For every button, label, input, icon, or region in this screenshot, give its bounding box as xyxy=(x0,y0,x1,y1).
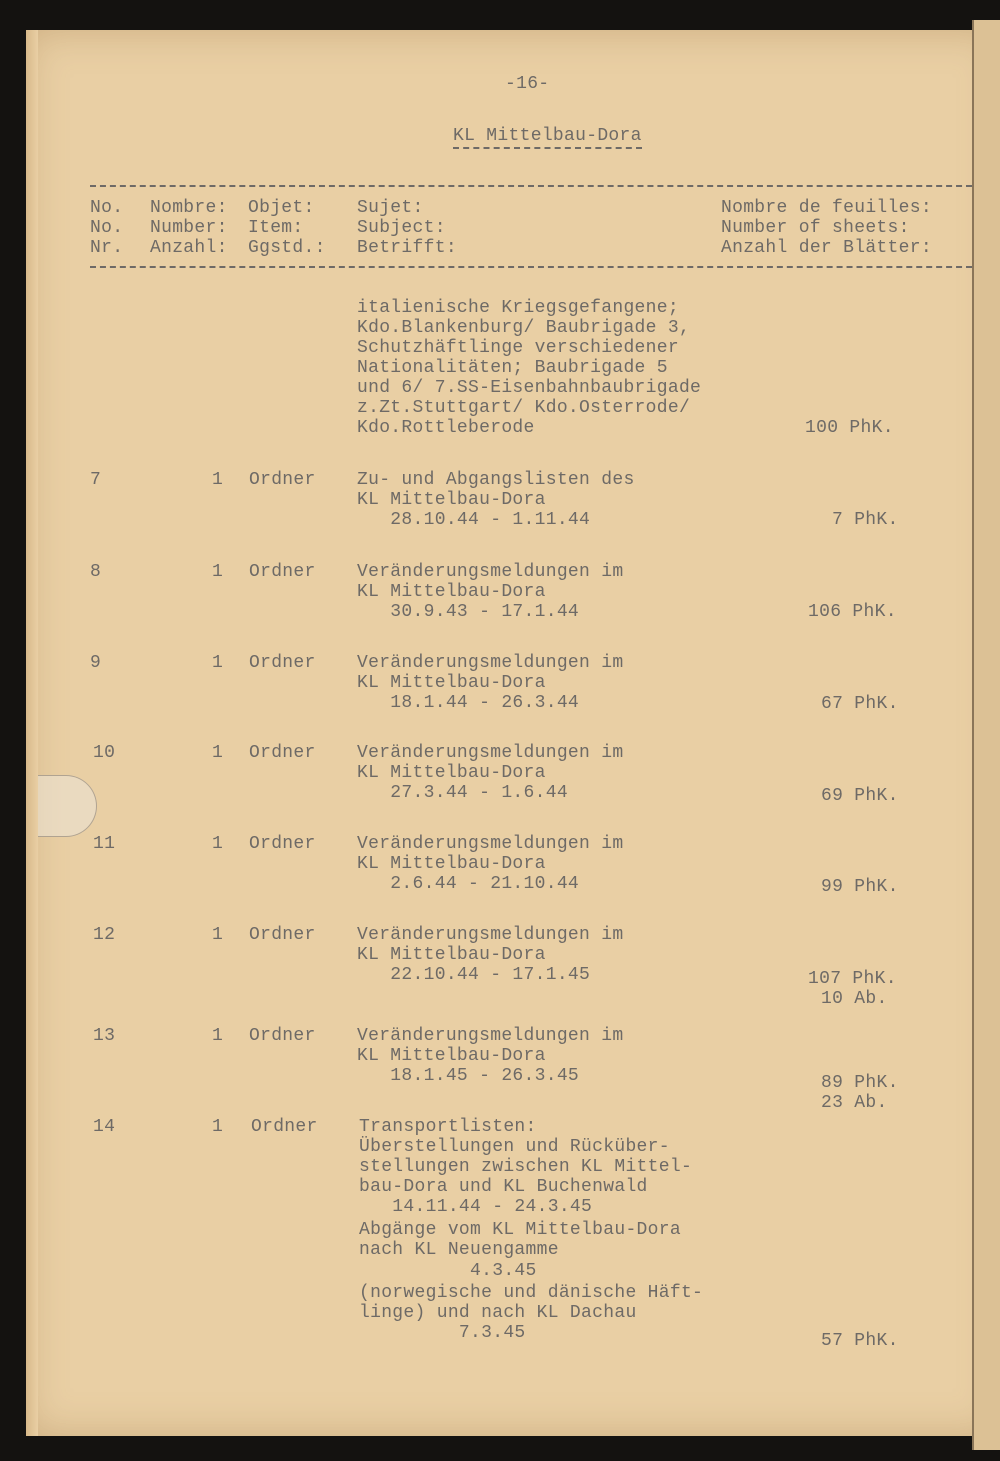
next-page-edge xyxy=(972,20,1000,1450)
row-item: Ordner xyxy=(251,1117,318,1137)
row-subject-line: KL Mittelbau-Dora xyxy=(357,945,546,965)
row-item: Ordner xyxy=(249,653,316,673)
row-count: 1 xyxy=(212,743,224,763)
row-sheets: 107 PhK. xyxy=(808,969,897,989)
row-item: Ordner xyxy=(249,562,316,582)
row-sheets: 69 PhK. xyxy=(821,786,899,806)
row-subject-line: KL Mittelbau-Dora xyxy=(357,582,546,602)
header-no-de: Nr. xyxy=(90,238,124,258)
row-sheets: 7 PhK. xyxy=(832,510,899,530)
header-no-en: No. xyxy=(90,218,124,238)
row-item: Ordner xyxy=(249,743,316,763)
row-subject-line: Veränderungsmeldungen im xyxy=(357,834,624,854)
row-subject-line: 4.3.45 xyxy=(359,1261,537,1281)
row-count: 1 xyxy=(212,925,224,945)
row-item: Ordner xyxy=(249,834,316,854)
header-sheets-de: Anzahl der Blätter: xyxy=(721,238,932,258)
row-subject-line: 22.10.44 - 17.1.45 xyxy=(357,965,591,985)
row-count: 1 xyxy=(212,653,224,673)
continuation-line: italienische Kriegsgefangene; xyxy=(357,298,679,318)
header-subject-en: Subject: xyxy=(357,218,446,238)
row-subject-line: (norwegische und dänische Häft- xyxy=(359,1283,704,1303)
header-no-fr: No. xyxy=(90,198,124,218)
row-subject-line: 30.9.43 - 17.1.44 xyxy=(357,602,580,622)
row-number: 13 xyxy=(93,1026,116,1046)
row-subject-line: Veränderungsmeldungen im xyxy=(357,925,624,945)
row-subject-line: 7.3.45 xyxy=(359,1323,526,1343)
page-number: -16- xyxy=(505,74,550,94)
row-subject-line: stellungen zwischen KL Mittel- xyxy=(359,1157,693,1177)
row-number: 10 xyxy=(93,743,116,763)
row-subject-line: nach KL Neuengamme xyxy=(359,1240,559,1260)
row-count: 1 xyxy=(212,470,224,490)
row-subject-line: 2.6.44 - 21.10.44 xyxy=(357,874,580,894)
header-top-rule xyxy=(90,185,972,187)
page-edge xyxy=(26,30,38,1436)
row-number: 8 xyxy=(90,562,102,582)
row-item: Ordner xyxy=(249,470,316,490)
header-item-en: Item: xyxy=(248,218,304,238)
row-number: 9 xyxy=(90,653,102,673)
continuation-sheets: 100 PhK. xyxy=(805,418,894,438)
row-count: 1 xyxy=(212,1026,224,1046)
row-number: 7 xyxy=(90,470,102,490)
continuation-line: z.Zt.Stuttgart/ Kdo.Osterrode/ xyxy=(357,398,691,418)
header-number-en: Number: xyxy=(150,218,228,238)
row-subject-line: 14.11.44 - 24.3.45 xyxy=(359,1197,593,1217)
row-number: 11 xyxy=(93,834,116,854)
row-subject-line: 18.1.44 - 26.3.44 xyxy=(357,693,580,713)
header-number-de: Anzahl: xyxy=(150,238,228,258)
row-subject-line: KL Mittelbau-Dora xyxy=(357,763,546,783)
row-subject-line: linge) und nach KL Dachau xyxy=(359,1303,637,1323)
continuation-line: Kdo.Rottleberode xyxy=(357,418,535,438)
row-subject-line: KL Mittelbau-Dora xyxy=(357,854,546,874)
row-sheets-extra: 23 Ab. xyxy=(821,1093,888,1113)
continuation-line: Kdo.Blankenburg/ Baubrigade 3, xyxy=(357,318,691,338)
row-item: Ordner xyxy=(249,1026,316,1046)
row-count: 1 xyxy=(212,834,224,854)
header-number-fr: Nombre: xyxy=(150,198,228,218)
row-subject-line: Veränderungsmeldungen im xyxy=(357,743,624,763)
continuation-line: Nationalitäten; Baubrigade 5 xyxy=(357,358,668,378)
row-sheets: 106 PhK. xyxy=(808,602,897,622)
row-subject-line: Überstellungen und Rücküber- xyxy=(359,1137,670,1157)
row-subject-line: Abgänge vom KL Mittelbau-Dora xyxy=(359,1220,681,1240)
row-subject-line: 28.10.44 - 1.11.44 xyxy=(357,510,591,530)
row-subject-line: KL Mittelbau-Dora xyxy=(357,1046,546,1066)
row-subject-line: Veränderungsmeldungen im xyxy=(357,1026,624,1046)
row-subject-line: KL Mittelbau-Dora xyxy=(357,490,546,510)
row-number: 14 xyxy=(93,1117,116,1137)
row-subject-line: bau-Dora und KL Buchenwald xyxy=(359,1177,648,1197)
continuation-line: Schutzhäftlinge verschiedener xyxy=(357,338,679,358)
row-count: 1 xyxy=(212,562,224,582)
row-sheets: 99 PhK. xyxy=(821,877,899,897)
header-sheets-en: Number of sheets: xyxy=(721,218,910,238)
row-subject-line: KL Mittelbau-Dora xyxy=(357,673,546,693)
header-sheets-fr: Nombre de feuilles: xyxy=(721,198,932,218)
row-sheets: 57 PhK. xyxy=(821,1331,899,1351)
page-title: KL Mittelbau-Dora xyxy=(453,126,642,149)
paper-clip xyxy=(38,775,97,837)
header-subject-de: Betrifft: xyxy=(357,238,457,258)
row-subject-line: Transportlisten: xyxy=(359,1117,537,1137)
header-item-de: Ggstd.: xyxy=(248,238,326,258)
row-item: Ordner xyxy=(249,925,316,945)
header-item-fr: Objet: xyxy=(248,198,315,218)
row-number: 12 xyxy=(93,925,116,945)
continuation-line: und 6/ 7.SS-Eisenbahnbaubrigade xyxy=(357,378,702,398)
row-count: 1 xyxy=(212,1117,224,1137)
row-subject-line: Veränderungsmeldungen im xyxy=(357,562,624,582)
row-sheets: 89 PhK. xyxy=(821,1073,899,1093)
row-subject-line: 27.3.44 - 1.6.44 xyxy=(357,783,568,803)
row-subject-line: Veränderungsmeldungen im xyxy=(357,653,624,673)
header-bottom-rule xyxy=(90,266,972,268)
header-subject-fr: Sujet: xyxy=(357,198,424,218)
row-sheets: 67 PhK. xyxy=(821,694,899,714)
row-subject-line: 18.1.45 - 26.3.45 xyxy=(357,1066,580,1086)
row-sheets-extra: 10 Ab. xyxy=(821,989,888,1009)
row-subject-line: Zu- und Abgangslisten des xyxy=(357,470,635,490)
